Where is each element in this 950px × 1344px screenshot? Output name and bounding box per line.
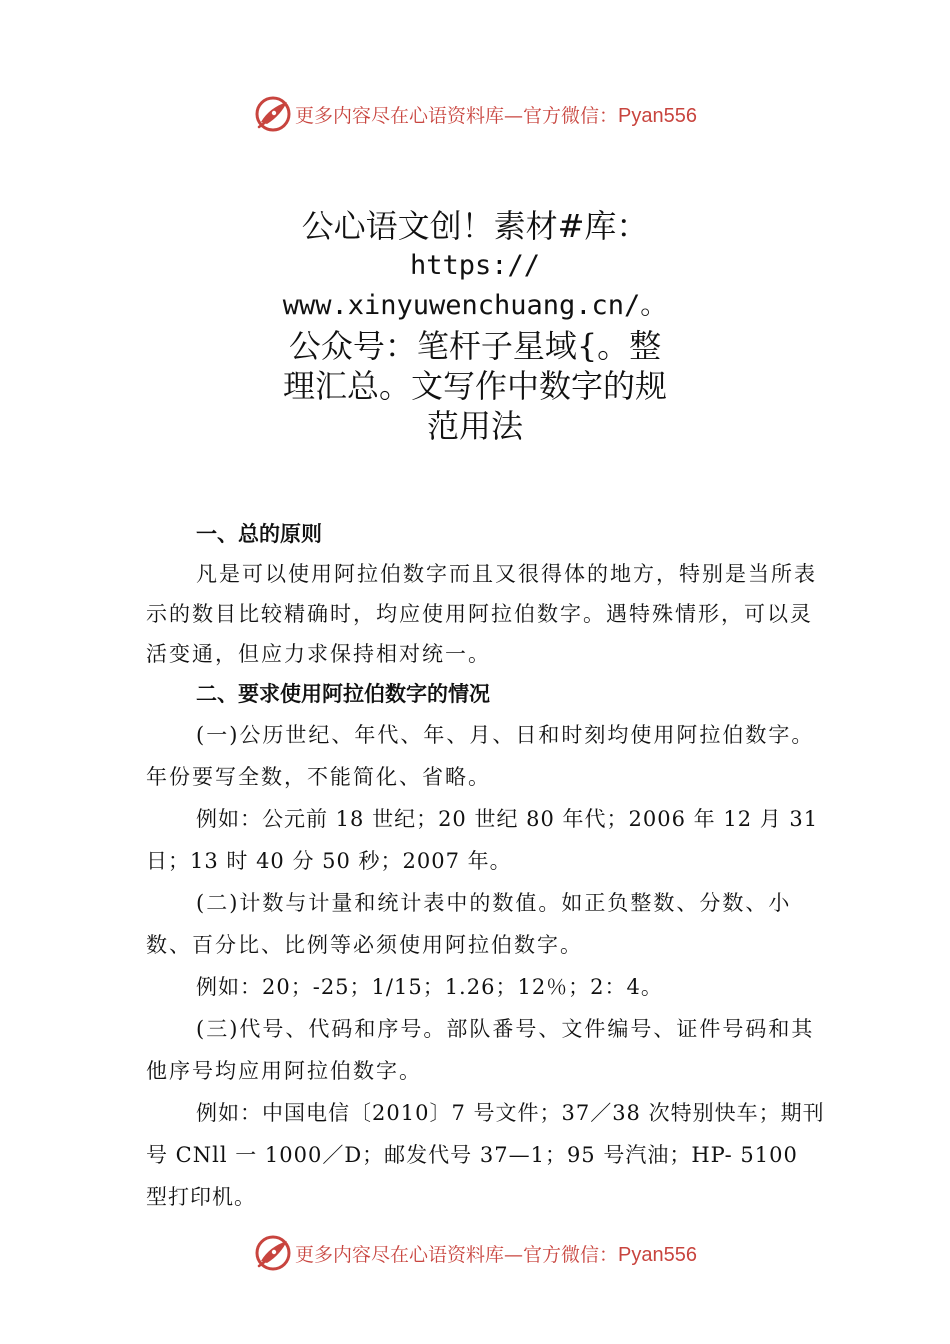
banner-separator: — <box>504 1243 524 1266</box>
banner-wechat-id: Pyan556 <box>618 1243 697 1266</box>
section-heading-1: 一、总的原则 <box>196 522 322 546</box>
banner-text <box>295 1240 697 1267</box>
title-line-4: 公众号：笔杆子星域{。整 <box>288 327 662 365</box>
title-line-3: www.xinyuwenchuang.cn/。 <box>282 290 668 321</box>
document-body <box>146 514 826 1218</box>
banner-text <box>295 101 697 128</box>
banner-slogan: 更多内容尽在心语资料库 <box>295 1243 505 1266</box>
title-line-5: 理汇总。文写作中数字的规 <box>282 367 667 405</box>
paragraph-counting: (二)计数与计量和统计表中的数值。如正负整数、分数、小数、百分比、比例等必须使用阿拉伯数字。 <box>146 891 792 957</box>
banner-wechat-id: Pyan556 <box>618 104 697 127</box>
header-banner <box>0 94 950 134</box>
title-line-1: 公心语文创！素材#库： <box>301 207 649 245</box>
paragraph-codes: (三)代号、代码和序号。部队番号、文件编号、证件号码和其他序号均应用阿拉伯数字。 <box>146 1017 815 1083</box>
paragraph-dates-example: 例如：公元前 18 世纪；20 世纪 80 年代；2006 年 12 月 31 日；13 时 40 分 50 秒；2007 年。 <box>146 807 819 873</box>
banner-slogan: 更多内容尽在心语资料库 <box>295 104 505 127</box>
paragraph-principle: 凡是可以使用阿拉伯数字而且又很得体的地方，特别是当所表示的数目比较精确时，均应使用阿拉伯数字。遇特殊情形，可以灵活变通，但应力求保持相对统一。 <box>146 562 817 666</box>
banner-label: 官方微信： <box>523 104 619 127</box>
paragraph-dates: (一)公历世纪、年代、年、月、日和时刻均使用阿拉伯数字。年份要写全数，不能简化、省略。 <box>146 723 815 789</box>
footer-banner <box>0 1233 950 1273</box>
banner-label: 官方微信： <box>523 1243 619 1266</box>
pen-nib-logo-icon <box>253 1233 293 1273</box>
pen-nib-logo-icon <box>253 94 293 134</box>
section-heading-2: 二、要求使用阿拉伯数字的情况 <box>196 682 490 706</box>
paragraph-counting-example: 例如：20；-25；1/15；1.26；12％；2：4。 <box>196 975 663 999</box>
banner-separator: — <box>504 104 524 127</box>
title-line-2: https:// <box>409 250 541 281</box>
title-line-6: 范用法 <box>426 407 523 445</box>
document-title <box>200 206 750 446</box>
paragraph-codes-example: 例如：中国电信〔2010〕7 号文件；37／38 次特别快车；期刊号 CNll 一 1000／D；邮发代号 37—1；95 号汽油；HP- 5100 型打印机。 <box>146 1101 825 1209</box>
